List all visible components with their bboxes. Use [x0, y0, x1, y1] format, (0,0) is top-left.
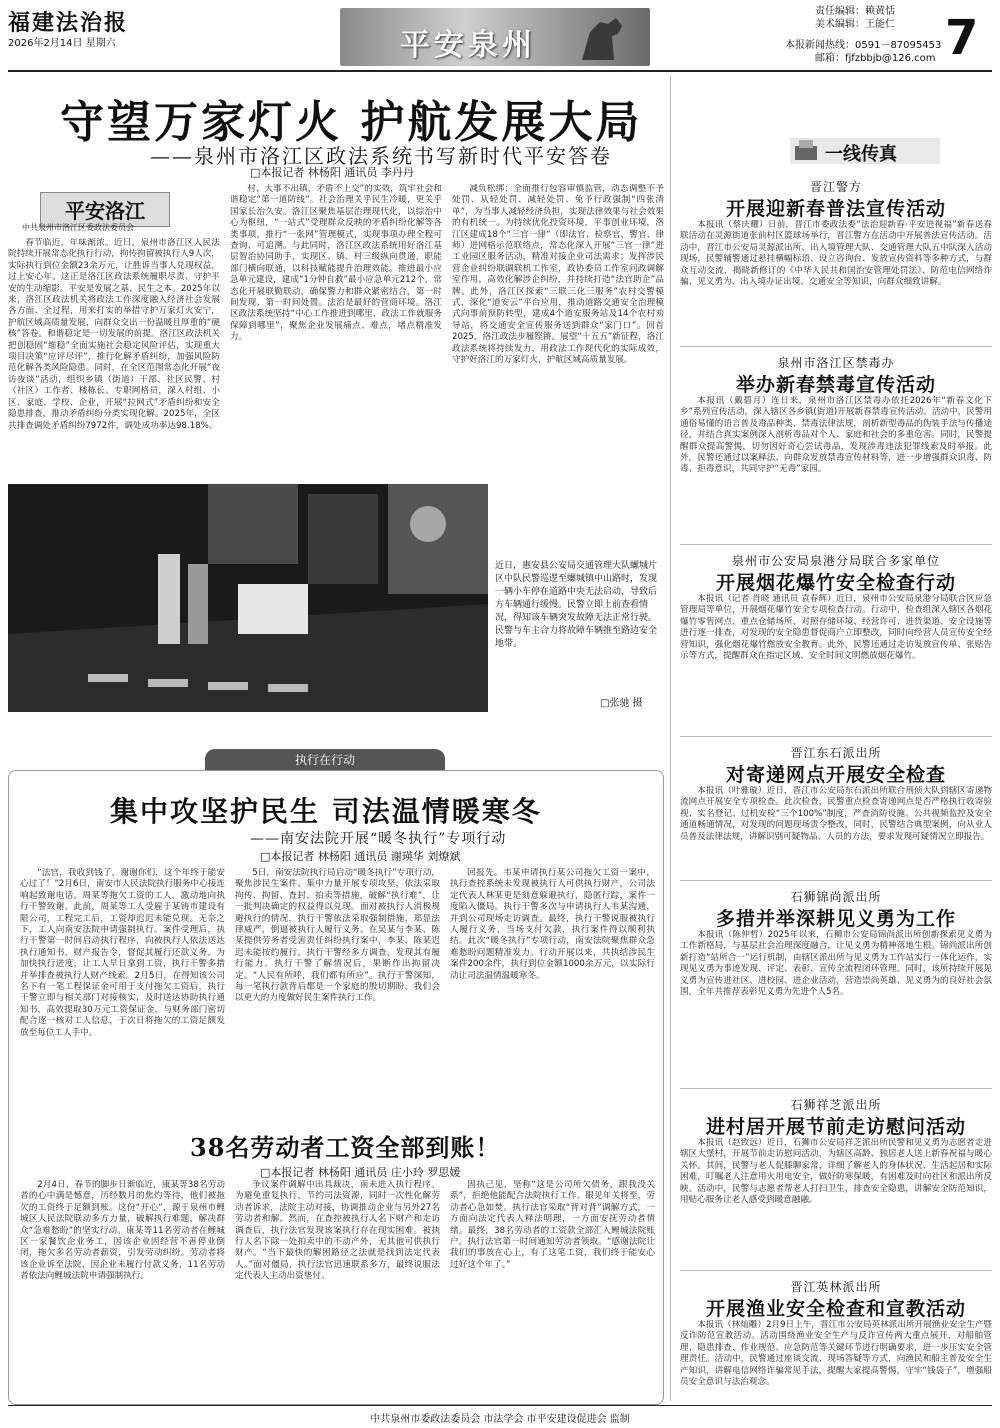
story-headline: 集中攻坚护民生 司法温情暖寒冬	[110, 795, 542, 828]
item-unit: 晋江英林派出所	[790, 1280, 882, 1294]
lead-tag: 平安洛江	[40, 192, 170, 227]
story2-column-2: 争议案件调解中出具裁决，南未进入执行程序。为避免重复执行，节约司法资源，同时一次性化解劳动者诉求，法院主动对接，协调推动企业与另外27名劳动者和解。然而，在查控被执行人名下财产和走访调查后，执行法官发现该案执行存在现实困难。被执行人名下除一处拍卖中的不动产外，无其他可供执行财产。“当下最快的解困路径之法就是找到法定代表人。”面对僵局，执行法官迅速联系多方，最终说服法定代表人主动出资垫付。	[235, 1180, 440, 1282]
hotline: 本报新闻热线：0591－87095453	[785, 40, 942, 51]
masthead-rule	[8, 70, 992, 72]
masthead-logo: 福建法治报	[8, 10, 129, 36]
news-photo	[8, 484, 488, 712]
item-title: 开展渔业安全检查和宣教活动	[705, 1298, 966, 1320]
item-title: 开展烟花爆竹安全检查行动	[715, 572, 956, 594]
art-editor-line: 美术编辑：王能仁	[815, 19, 895, 30]
story-subtitle: ——南安法院开展“暖冬执行”专项行动	[250, 831, 507, 847]
issue-date: 2026年2月14日 星期六	[8, 38, 116, 49]
item-divider	[680, 880, 992, 881]
email: 邮箱：fjfzbbjb@126.com	[815, 53, 936, 64]
item-body: 本报讯（陈仲哲）2025年以来，石狮市公安局锦尚派出所创新探索见义勇为工作新格局，与基层社会治理深度融合，让见义勇为精神落地生根。锦尚派出所创新打造“站所合一”运行机制，由辖区派出所与见义勇为工作站实行一体化运作，实现见义勇为事迹发现、评定、表彰、宣传全流程闭环管理。同时，该所持续开展见义勇为宣传进社区、进校园、进企业活动，营造崇尚英雄、见义勇为的良好社会氛围，全年共推荐表彰见义勇为先进个人5名。	[680, 930, 992, 998]
item-title: 对寄递网点开展安全检查	[725, 764, 946, 786]
photo-caption: 近日，惠安县公安局交通管理大队螺城片区中队民警巡逻至螺城镇中山路时，发现一辆小车停在道路中央无法启动，导致后方车辆通行缓慢。民警立即上前查看情况，得知该车辆突发故障无法正常行驶。民警与车主合力将故障车辆推至路边安全地带。	[495, 561, 658, 649]
lead-subtitle: ——泉州市洛江区政法系统书写新时代平安答卷	[150, 144, 612, 168]
item-title: 举办新春禁毒宣传活动	[735, 374, 936, 396]
lead-column-3: 减负松绑；全面推行包容审慎监管，动态调整不予处罚、从轻处罚、减轻处罚、免予行政强制“四张清单”，为当事人减轻经济负担，实现法律效果与社会效果的有机统一。为持续优化投资环境，平事创业环境，洛江区建成18个“三官一律”（即法官、检察官、警官、律师）进网格示范联络点，常态化深入开展“三官一律”进工业园区服务活动，精准对接企业司法需求；发挥涉民营企业纠纷联调联机工作室，政协委员工作室问政调解室作用，高效化解涉企纠纷，并持续打造“法官助企”品牌。此外，洛江区探索“三联三化三服务”农村交警模式，深化“道安云”平台应用，推动道路交通安全治理模式向事前预防转型，建成4个道安服务站及14个农村劝导站，将交通安全宣传服务送到群众“家门口”。回首2025，洛江政法步履铿锵。展望“十五五”新征程，洛江政法系统将持续发力，用政法工作现代化的实际成效，守护好洛江的万家灯火，护航区域高质量发展。	[452, 184, 664, 366]
item-unit: 晋江东石派出所	[790, 746, 882, 760]
right-header: 一线传真	[825, 144, 897, 165]
item-unit: 石狮锦尚派出所	[790, 890, 882, 904]
item-divider	[680, 1270, 992, 1271]
item-body: 本报讯（林灿雕）2月9日上午，晋江市公安局英林派出所开展渔业安全生产暨反诈防范宣教活动。活动围绕渔业安全生产与反诈宣传两大重点展开，对船舶管理、隐患排查、作业规范、应急防范等关键环节进行明确要求，进一步压实安全管理责任。活动中，民警通过座谈交流、现场答疑等方式，向渔民和船主普及安全生产知识，讲解电信网络诈骗常见手法，提醒大家提高警惕，守牢“钱袋子”，增强船员安全意识与法治观念。	[680, 1320, 992, 1388]
photo-author: □张驰 摄	[600, 698, 643, 709]
story-column-3: 回报先。韦某申请执行某公司拖欠工资一案中，执行查控系统未发现被执行人可供执行财产，公司法定代表人林某更是刻意躲避执行，隐匿行踪，案件一度陷入僵局。执行干警多次与申请执行人韦某沟通，并到公司现场走访调查。最终，执行干警说服被执行人履行义务，当场支付欠款，执行案件得以顺利执结。此次“暖冬执行”专项行动，南安法院聚焦群众急难愁盼问题精准发力。行动开展以来，共执结涉民生案件200余件，执行到位金额1000余万元，以实际行动让司法温情温暖寒冬。	[450, 868, 655, 981]
item-body: 本报讯（记者 肖晓 通讯员 袁春辉）近日，泉州市公安局泉港分局联合区应急管理局等单位，开展烟花爆竹安全专项检查行动。行动中，检查组深入辖区各烟花爆竹零售网点、重点仓储场所，对照存储环境、经营许可、进货渠道、安全设施等进行逐一排查，对发现的安全隐患督促商户立即整改，同时向经营人员宣传安全经营知识，强化烟花爆竹燃放安全教育。此外，民警还通过走访发放宣传单、张贴告示等方式，提醒群众在指定区域、安全时间文明燃放烟花爆竹。	[680, 594, 992, 662]
item-body: 本报讯（叶雅璇）近日，晋江市公安局东石派出所联合刑侦大队到辖区寄递物流网点开展安全专项检查。此次检查，民警重点检查寄递网点是否严格执行收寄验视、实名登记、过机安检“三个100%”制度，严查消防设施、公共视频监控及安全通道畅通情况，对发现的问题现场责令整改，同时，民警结合典型案例，向从业人员普及法律法规，讲解识别可疑物品、人员的方法，要求发现可疑情况立即报告。	[680, 786, 992, 842]
lead-tag-sub: 中共泉州市洛江区委政法委员会	[22, 223, 134, 232]
story2-column-1: 2月4日，春节的脚步日渐临近，康某等38名劳动者的心中满是憾意，历经数月的焦灼等待，他们被拖欠的工资终于足额到账。这份“开心”，源于泉州市鲤城区人民法院联动多方力量，破解执行难题，解决群众“急难愁盼”的坚实行动。康某等11名劳动者在鲤城区一家餐饮企业务工，因该企业因经营不善停业倒闭，拖欠多名劳动者薪资，引发劳动纠纷。劳动者将该企业诉至法院，因企业未履行付款义务，11名劳动者依法向鲤城法院申请强制执行。	[20, 1180, 225, 1282]
story-column-1: “法官，我收到钱了，谢谢你们，这个年终于能安心过了！”2月6日，南安市人民法院执行服务中心接连响起致谢电话。周某等拖欠工资的工人，激动地向执行干警致谢。此前，周某等工人受雇于某铸市建设有限公司，工程完工后，工资却迟迟未能兑现。无奈之下，工人向南安法院申请强制执行。案件受理后，执行干警第一时间启动执行程序，向被执行人依法送达执行通知书，财产报告令，督促其履行还款义务。为加快执行进度，让工人早日拿到工资，执行干警多措并举排查被执行人财产线索。2月5日，在得知该公司名下有一笔工程保证金可用于支付拖欠工资后，执行干警立即与相关部门对接核实，及时送达协助执行通知书，高效提取30万元工资保证金，与财务部门密切配合逐一核对工人信息，于次日将拖欠的工资足额发放至每位工人手中。	[20, 868, 225, 1038]
item-title: 进村居开展节前走访慰问活动	[705, 1116, 966, 1138]
item-body: 本报讯（蔡庆耀）日前，晋江市委政法委“法治迎新春·平安进视福”新春送春联活动在灵源街道张前村区篮球场举行，晋江警方在活动中开展普法宣传活动。活动中，晋江市公安局灵源派出所、出入境管理大队、交通管理大队五中队深入活动现场，民警辅警通过悬挂横幅标语、设立咨询台、发放宣传资料等多种方式，与群众互动交流，揭晓新修订的《中华人民共和国治安管理处罚法》、防范电信网络诈骗、见义勇为、出入境办证出境、交通安全等知识，向群众细致讲解。	[680, 220, 992, 288]
item-unit: 泉州市洛江区禁毒办	[777, 356, 895, 370]
lead-column-2: 村、大事不出镇，矛盾不上交”的实效，筑牢社会和谐稳定“第一道防线”。社会治理关乎民生冷暖，更关乎国家长治久安。洛江区聚焦基层治理现代化，以综治中心为枢纽，“一站式”受理群众反映的矛盾纠纷化解等各类事项，推行“一张网”管理模式，实现事项办理全程可查询、可追溯。与此同时，洛江区政法系统用好洛江基层智治协同助手，实现区、镇、村三级纵向贯通，职能部门横向联通，以科技赋能提升治理效能。推进最小应急单元建设，建成“1分钟自救”最小应急单元212个，常态化开展联勤联动，确保警力和群众紧密结合，第一时间发现、第一时间处置。法治是最好的营商环境。洛江区政法系统坚持“中心工作推进到哪里，政法工作就服务保障到哪里”，聚焦企业发展痛点、难点，堵点精准发力。	[230, 184, 442, 343]
lead-column-1: 春节临近，年味渐浓。近日，泉州市洛江区人民法院持续开展常态化执行行动，拘传拘留被执行人9人次，实际执行到位金额23余万元，让胜诉当事人兑现权益，过上安心年。这正是洛江区政法系统履职尽责、守护平安的生动缩影。平安是发展之基、民生之本。2025年以来，洛江区政法机关将政法工作深度融入经济社会发展各方面、全过程，用来打实的举措守护万家灯火安宁，护航区域高质量发展，向群众交出一份温暖且厚重的“硬核”答卷。和谐稳定是一切发展的前提。洛江区政法机关把创稳固“维稳”全面实施社会稳定风险评估，实现重大项目决策“应评尽评”，推行化解矛盾纠纷，加强风险防范化解各类风险隐患。同时，在全区范围常态化开展“夜访夜谈”活动，组织乡镇（街道）干部、社区民警、村（社区）工作者、楼栋长、专职网格员，深入村组、小区、家庭、学校、企业，开展“拉网式”矛盾纠纷和安全隐患排查，推动矛盾纠纷分类实现化解。2025年，全区共排查调处矛盾纠纷7972件，调处成功率达98.18%。	[8, 238, 220, 431]
lead-headline: 守望万家灯火 护航发展大局	[60, 97, 643, 148]
item-divider	[680, 1088, 992, 1089]
item-unit: 泉州市公安局泉港分局联合多家单位	[731, 554, 940, 568]
story2-column-3: 固执己见，坚称“这是公司所欠债务，跟我没关系”，拒绝他能配合法院执行工作。眼见年关将至，劳动者心急如焚。执行法官采取“背对背”调解方式，一方面向法定代表人释法明理，一方面安抚劳动者情绪。最终，38名劳动者的工资款全部汇入鲤城法院账户，执行法官第一时间通知劳动者领取。“感谢法院让我们的事放在心上，有了这笔工资，我们终于能安心过好这个年了。”	[450, 1180, 655, 1270]
column-divider	[670, 76, 671, 1401]
statue-icon	[572, 12, 632, 62]
fax-icon	[792, 136, 820, 164]
item-unit: 晋江警方	[809, 180, 862, 194]
item-divider	[680, 346, 992, 347]
footer-rule	[8, 1405, 992, 1406]
editor-line: 责任编辑：赖黄恬	[815, 6, 895, 17]
section-tab: 执行在行动	[205, 749, 445, 771]
story2-byline: □本报记者 林杨阳 通讯员 庄小玲 罗思媛	[260, 1166, 461, 1179]
item-body: 本报讯（赵致远）近日，石狮市公安局祥芝派出所民警和见义勇为志愿者走进辖区大堡村，开展节前走访慰问活动，为辖区高龄、独居老人送上新春祝福与暖心关怀。其间，民警与老人促膝聊家常，详细了解老人的身体状况、生活起居和实际困难，叮嘱老人注意用火用电安全，做好防寒保暖，有困难及时向社区和派出所反映。活动中，民警与志愿者帮老人打扫卫生，排查安全隐患，讲解安全防范知识，用贴心服务让老人感受到暖意融融。	[680, 1138, 992, 1206]
lead-byline: □本报记者 林杨阳 通讯员 李丹丹	[250, 166, 414, 179]
item-title: 开展迎新春普法宣传活动	[725, 198, 946, 220]
item-body: 本报讯（戴碧月）连日来，泉州市洛江区禁毒办依托2026年“新春文化下乡”系列宣传活动，深入辖区各乡镇(街道)开展新春禁毒宣传活动。活动中，民警用通俗易懂的语言普及毒品种类、禁毒法律法规，剖析新型毒品的伪装手法与传播途径，并结合真实案例深入剖析毒品对个人、家庭和社会的多重危害。同时，民警提醒群众提高警惕，切勿因好奇心尝试毒品，发现涉毒违法犯罪线索及时举报。此外，民警还通过以案释法、向群众发放禁毒宣传材料等，进一步增强群众识毒、防毒、拒毒意识，共同守护“无毒”家园。	[680, 396, 992, 475]
item-title: 多措并举深耕见义勇为工作	[715, 908, 956, 930]
item-unit: 石狮祥芝派出所	[790, 1098, 882, 1112]
night-street-illustration	[8, 484, 488, 712]
story2-headline: 38名劳动者工资全部到账！	[190, 1133, 501, 1162]
page-number: 7	[945, 10, 979, 66]
section-title: 平安泉州	[400, 28, 536, 63]
item-divider	[680, 736, 992, 737]
story-column-2: 5日，南安法院执行局启动“暖冬执行”专项行动，聚焦涉民生案件、集中力量开展专项攻坚，依法采取拘传、拘留、查封、拍卖等措施，破解“执行难”，让一批判决确定的权益得以兑现。面对被执行人消极规避执行的情况，执行干警依法采取强制措施，郑显法律威严，倒逼被执行人履行义务。在吴某与李某、陈某提供劳务者受害责任纠纷执行案中，李某、陈某迟迟未能按约履行。执行干警经多方调查，发现其有履行能力。执行干警了解情况后，果断作出拘留决定。“人民有所呼，我们都有所应”。执行干警深知，每一笔执行款背后都是一个家庭的殷切期盼，我们会以更大的力度做好民生案件执行工作。	[235, 868, 440, 1004]
item-divider	[680, 544, 992, 545]
footer: 中共泉州市委政法委员会 市法学会 市平安建设促进会 监制	[370, 1414, 630, 1425]
story-byline: □本报记者 林杨阳 通讯员 谢瑛华 刘燎斌	[260, 850, 461, 863]
section-banner	[340, 8, 650, 66]
